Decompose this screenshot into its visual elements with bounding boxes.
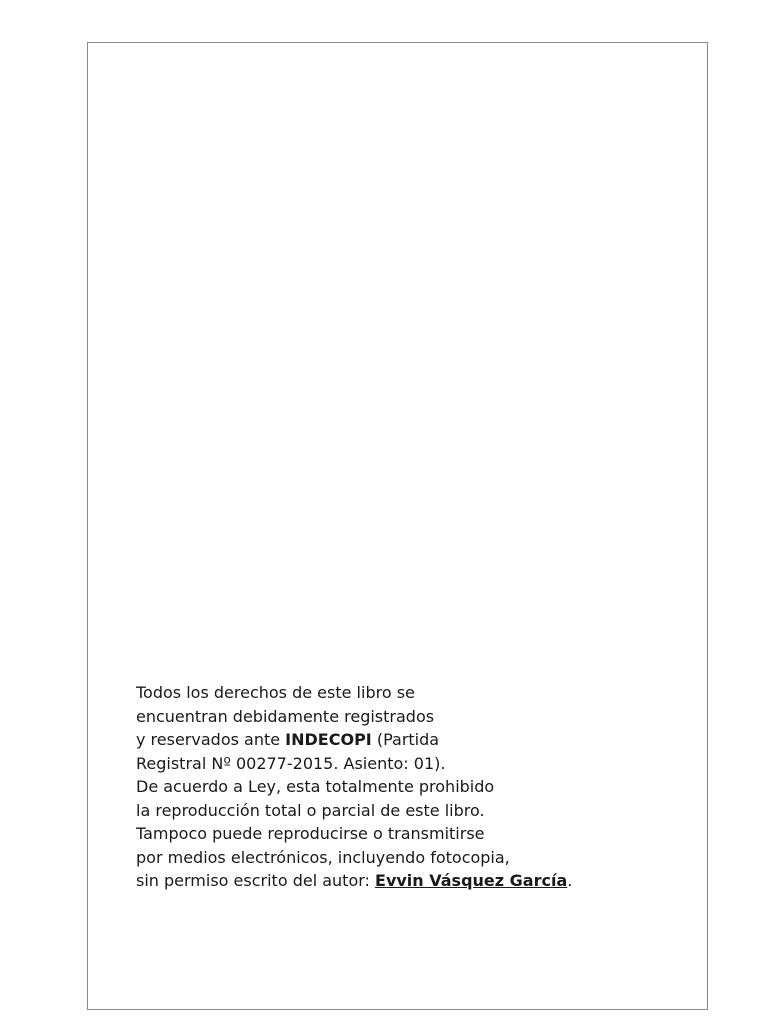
notice-line-9 [136,869,656,893]
notice-line-3-prefix: y reservados ante [136,730,286,749]
notice-line-9-prefix: sin permiso escrito del autor: [136,871,376,890]
notice-line-8: por medios electrónicos, incluyendo fotocopia, [136,847,510,867]
notice-line-3 [136,728,656,752]
notice-line-5: De acuerdo a Ley, esta totalmente prohibido [136,777,495,796]
notice-line-9-suffix: . [567,871,573,890]
notice-line-3-suffix: (Partida [371,730,440,749]
notice-line-1: Todos los derechos de este libro se [136,683,415,702]
copyright-notice [136,681,656,893]
notice-line-2: encuentran debidamente registrados [136,706,435,726]
notice-line-4: Registral Nº 00277-2015. Asiento: 01). [136,753,446,773]
indecopi-org-name: INDECOPI [285,730,372,749]
book-page [87,42,708,1010]
author-name: Evvin Vásquez García [375,871,568,890]
notice-line-6: la reproducción total o parcial de este libro. [136,800,485,820]
notice-line-7: Tampoco puede reproducirse o transmitirse [136,824,485,843]
